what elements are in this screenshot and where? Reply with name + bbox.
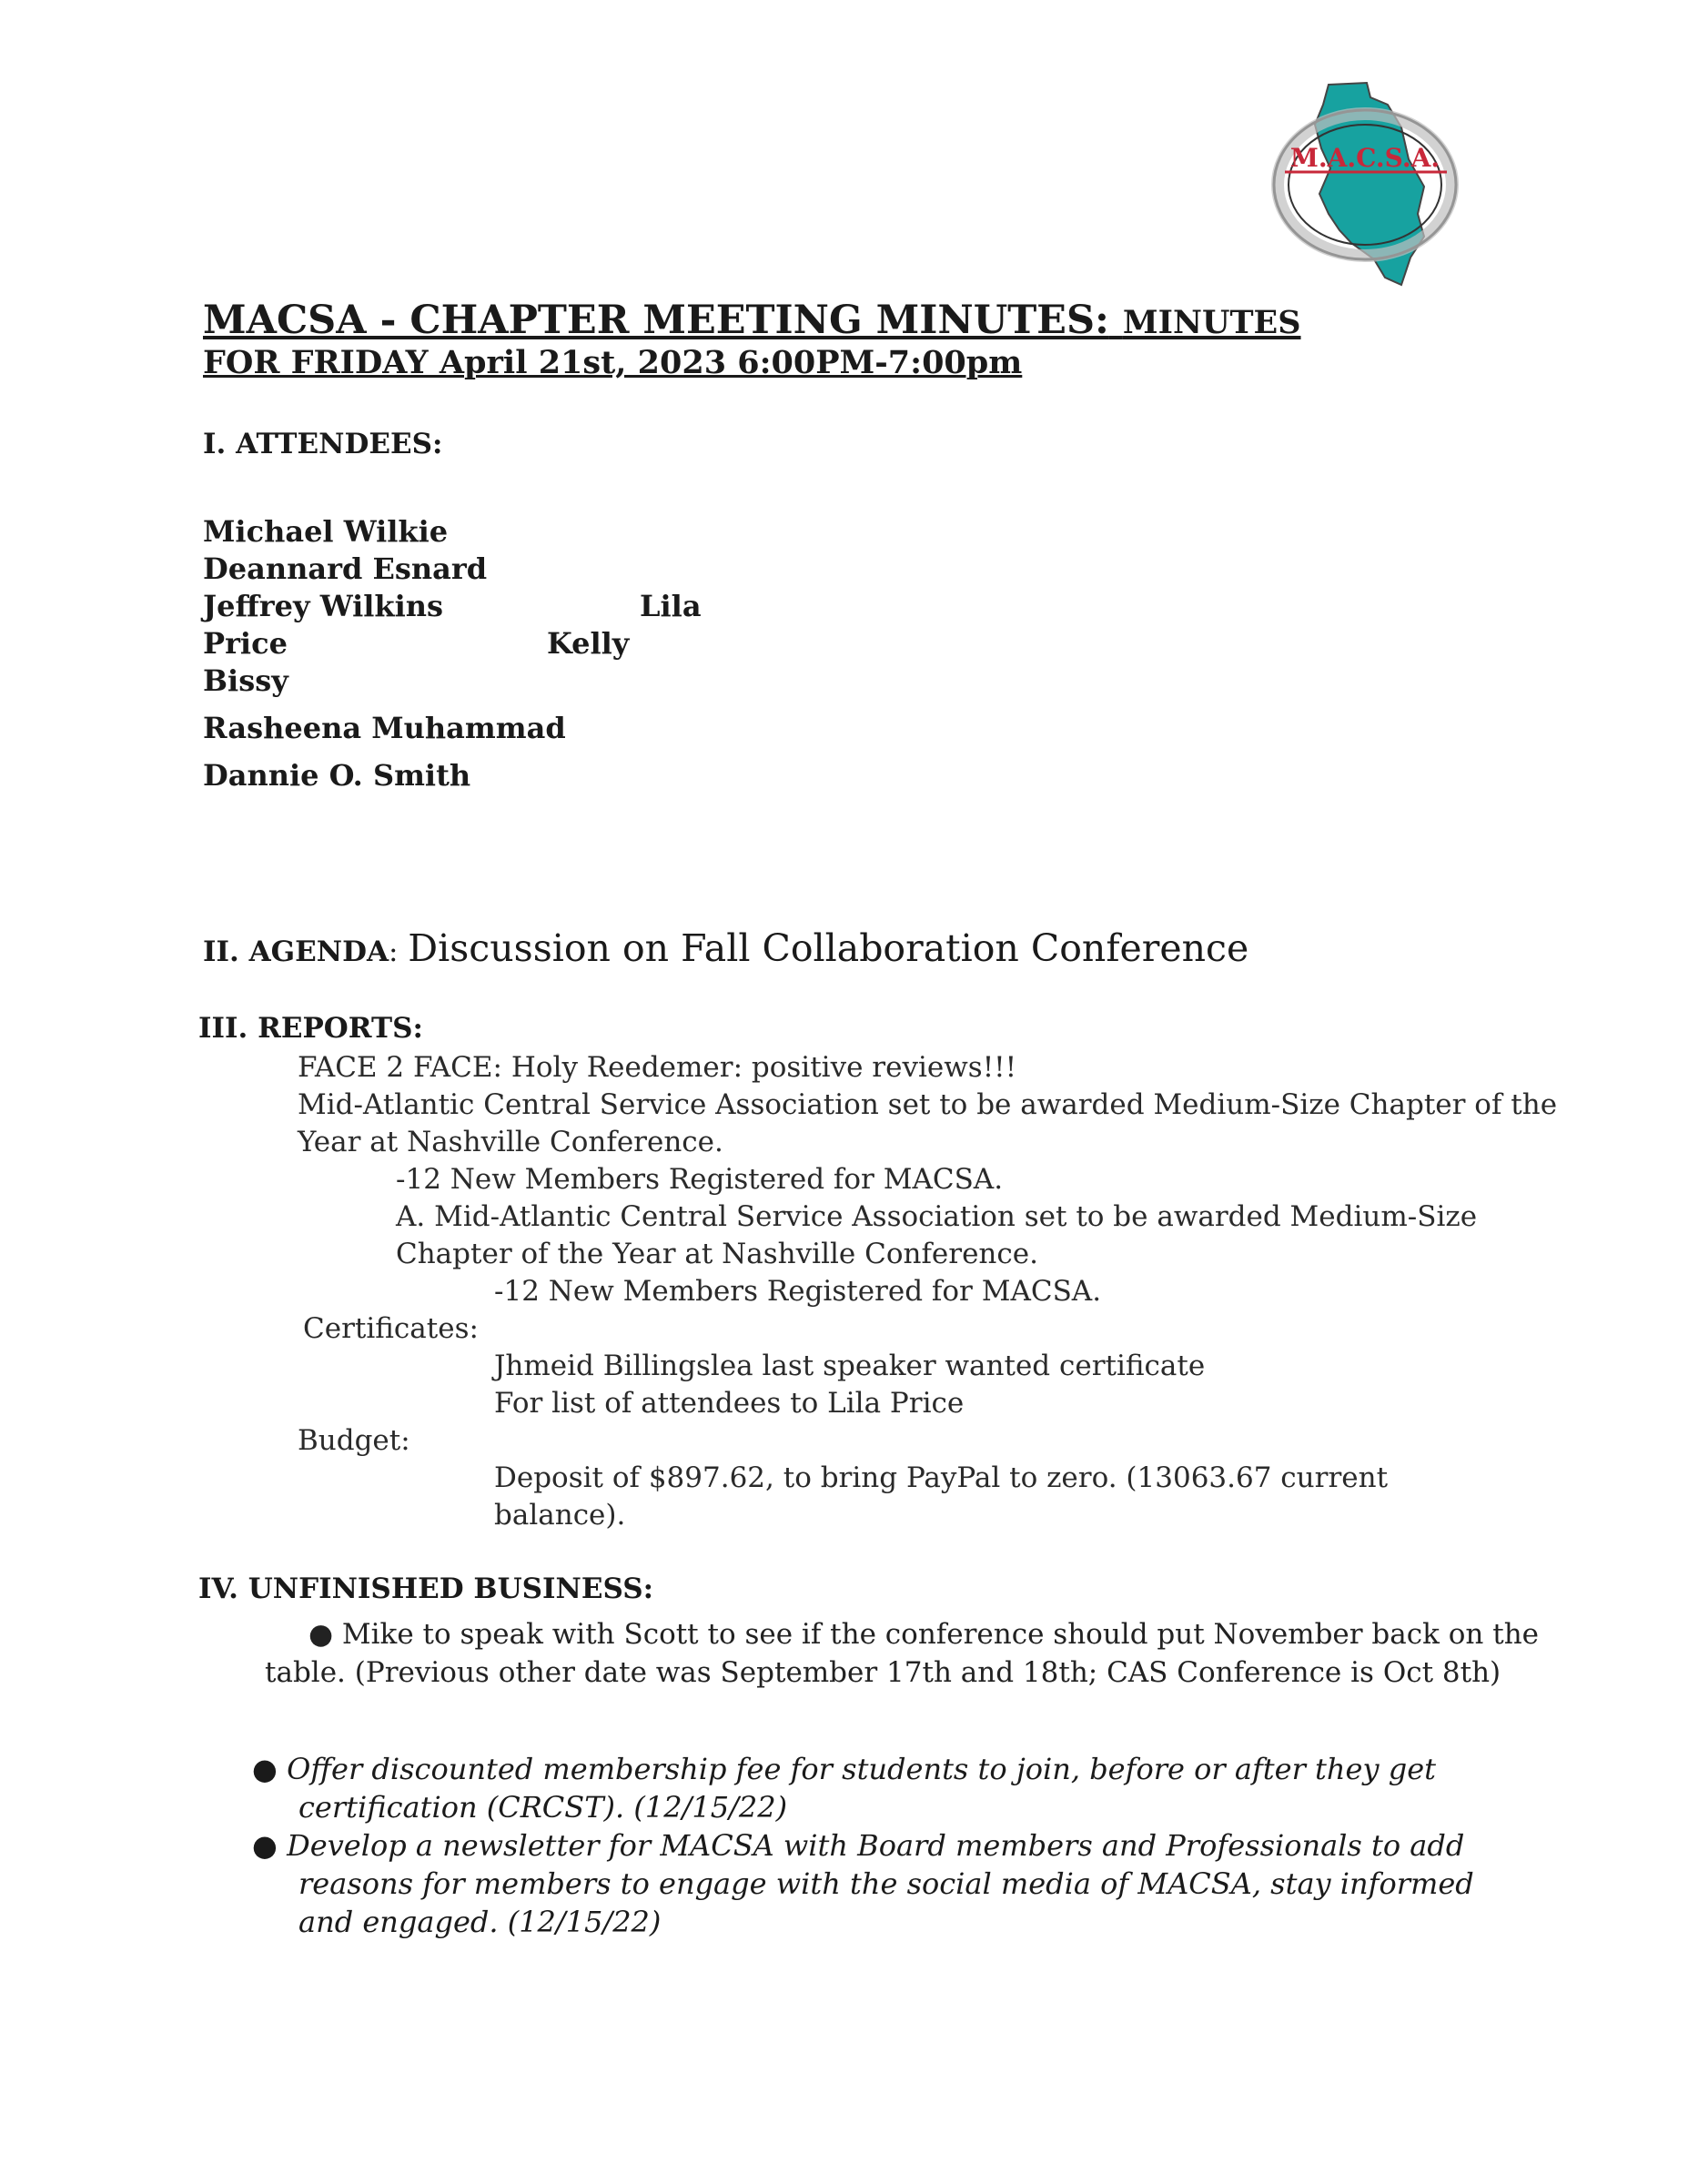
report-line: -12 New Members Registered for MACSA.: [494, 1275, 1102, 1308]
attendee-line: Jeffrey Wilkins: [203, 589, 444, 623]
unfinished-item: ● Develop a newsletter for MACSA with Board members and Professionals to add: [252, 1828, 1465, 1863]
attendee-line: Dannie O. Smith: [203, 758, 471, 793]
report-line: Mid-Atlantic Central Service Association set to be awarded Medium-Size Chapter of the: [298, 1088, 1558, 1121]
budget-line: Deposit of $897.62, to bring PayPal to zero. (13063.67 current: [494, 1461, 1389, 1494]
macsa-logo: [1265, 77, 1470, 288]
report-line: FACE 2 FACE: Holy Reedemer: positive reviews!!!: [298, 1051, 1017, 1084]
unfinished-heading: IV. UNFINISHED BUSINESS:: [198, 1572, 654, 1605]
unfinished-item: ● Offer discounted membership fee for students to join, before or after they get: [252, 1752, 1436, 1786]
attendee-line: Lila: [640, 589, 702, 623]
unfinished-item: certification (CRCST). (12/15/22): [298, 1790, 788, 1825]
attendee-line: Rasheena Muhammad: [203, 711, 566, 745]
certificates-label: Certificates:: [303, 1312, 479, 1345]
agenda-heading: II. AGENDA: Discussion on Fall Collaboration Conference: [203, 926, 1249, 970]
report-line: Year at Nashville Conference.: [298, 1126, 723, 1158]
report-line: Chapter of the Year at Nashville Conference.: [396, 1238, 1038, 1270]
budget-label: Budget:: [298, 1424, 410, 1457]
report-line: -12 New Members Registered for MACSA.: [396, 1163, 1004, 1196]
budget-line: balance).: [494, 1499, 626, 1532]
unfinished-item: and engaged. (12/15/22): [298, 1905, 662, 1939]
certificate-line: Jhmeid Billingslea last speaker wanted certificate: [494, 1350, 1206, 1382]
logo-letters: M.A.C.S.A.: [1289, 143, 1440, 173]
attendees-heading: I. ATTENDEES:: [203, 428, 443, 460]
attendee-line: Price: [203, 626, 288, 661]
attendee-line: Deannard Esnard: [203, 551, 488, 586]
report-line: A. Mid-Atlantic Central Service Association set to be awarded Medium-Size: [396, 1200, 1478, 1233]
document-subtitle: FOR FRIDAY April 21st, 2023 6:00PM-7:00pm: [203, 344, 1023, 381]
document-title: MACSA - CHAPTER MEETING MINUTES: MINUTES: [203, 298, 1301, 343]
agenda-text: Discussion on Fall Collaboration Conference: [408, 926, 1249, 970]
unfinished-item: reasons for members to engage with the social media of MACSA, stay informed: [298, 1866, 1474, 1901]
unfinished-item: table. (Previous other date was September 17th and 18th; CAS Conference is Oct 8th): [265, 1656, 1501, 1689]
certificate-line: For list of attendees to Lila Price: [494, 1387, 965, 1420]
attendee-line: Michael Wilkie: [203, 514, 449, 549]
attendee-line: Bissy: [203, 663, 288, 698]
reports-heading: III. REPORTS:: [198, 1012, 423, 1045]
unfinished-item: ● Mike to speak with Scott to see if the conference should put November back on the: [308, 1618, 1540, 1651]
attendee-line: Kelly: [547, 626, 630, 661]
